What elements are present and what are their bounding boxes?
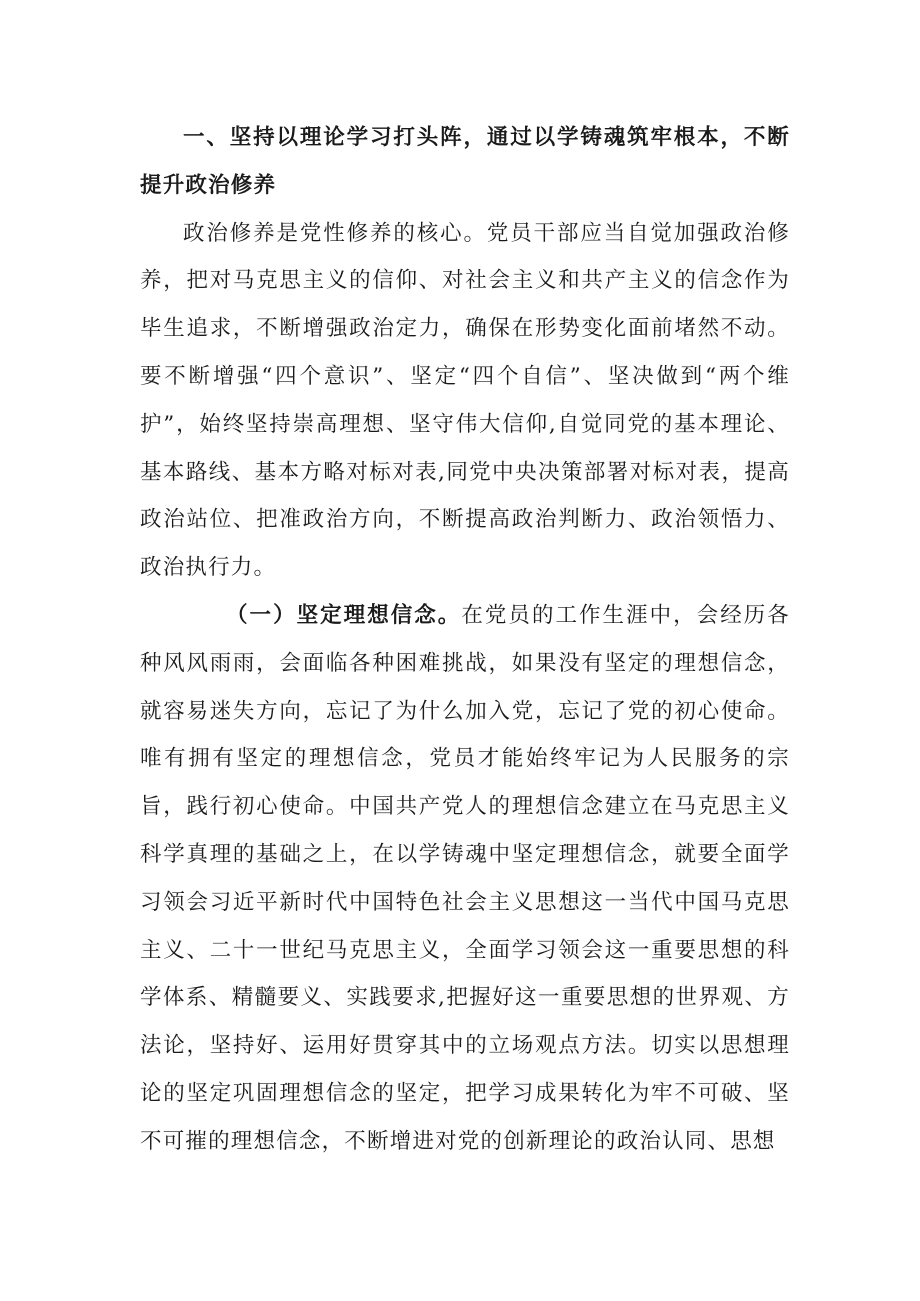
document-body [140, 114, 790, 1166]
paragraph-body: 在党员的工作生涯中，会经历各种风风雨雨，会面临各种困难挑战，如果没有坚定的理想信念，就容易迷失方向，忘记了为什么加入党，忘记了党的初心使命。唯有拥有坚定的理想信念，党员才能始终牢记为人民服务的宗旨，践行初心使命。中国共产党人的理想信念建立在马克思主义科学真理的基础之上，在以学铸魂中坚定理想信念，就要全面学习领会习近平新时代中国特色社会主义思想这一当代中国马克思主义、二十一世纪马克思主义，全面学习领会这一重要思想的科学体系、精髓要义、实践要求,把握好这一重要思想的世界观、方法论，坚持好、运用好贯穿其中的立场观点方法。切实以思想理论的坚定巩固理想信念的坚定，把学习成果转化为牢不可破、坚不可摧的理想信念，不断增进对党的创新理论的政治认同、思想 [140, 602, 790, 1154]
paragraph-ideals-beliefs [140, 592, 790, 1166]
section-heading: 一、坚持以理论学习打头阵，通过以学铸魂筑牢根本，不断提升政治修养 [140, 125, 790, 198]
subsection-lead: （一）坚定理想信念。 [226, 602, 462, 628]
paragraph-political-cultivation: 政治修养是党性修养的核心。党员干部应当自觉加强政治修养，把对马克思主义的信仰、对社会主义和共产主义的信念作为毕生追求，不断增强政治定力，确保在形势变化面前堵然不动。要不断增强“四个意识”、坚定“四个自信”、坚决做到“两个维护”，始终坚持崇高理想、坚守伟大信仰,自觉同党的基本理论、基本路线、基本方略对标对表,同党中央决策部署对标对表，提高政治站位、把准政治方向，不断提高政治判断力、政治领悟力、政治执行力。 [140, 220, 790, 581]
